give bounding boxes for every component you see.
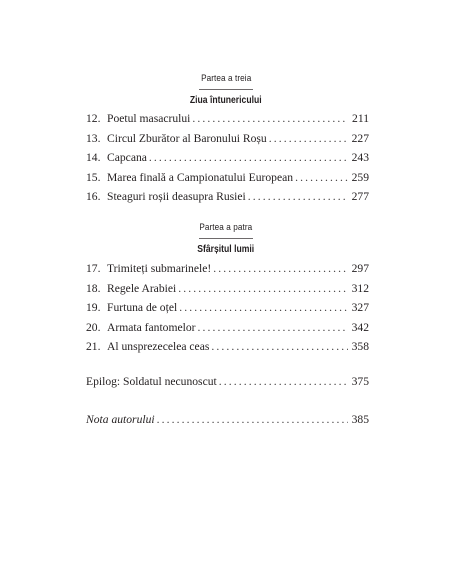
chapter-title: Armata fantomelor [107,321,196,334]
page-number: 277 [351,190,369,203]
toc-entry-author-note[interactable] [86,413,369,429]
page-number: 211 [352,112,369,125]
chapter-number: 16. [86,190,101,203]
dot-leader [295,171,348,184]
part-title: Sfârșitul lumii [197,243,255,255]
toc-entry[interactable] [86,112,369,128]
chapter-title: Marea finală a Campionatului European [107,171,294,184]
toc-entry[interactable] [86,321,369,337]
toc-entry-epilogue[interactable] [86,375,369,391]
toc-entry[interactable] [86,132,369,148]
toc-entry[interactable] [86,282,369,298]
dot-leader [179,301,347,314]
dot-leader [211,340,347,353]
chapter-title: Regele Arabiei [107,282,177,295]
chapter-number: 12. [86,112,101,125]
page-number: 227 [351,132,369,145]
chapter-number: 13. [86,132,101,145]
page-number: 358 [351,340,369,353]
page-number: 297 [351,262,369,275]
dot-leader [198,321,348,334]
page-number: 259 [351,171,369,184]
part-four-header [0,217,452,257]
dot-leader [213,262,347,275]
chapter-number: 18. [86,282,101,295]
dot-leader [219,375,348,388]
dot-leader [269,132,348,145]
part-label: Partea a treia [200,73,252,84]
chapter-number: 21. [86,340,101,353]
chapter-number: 14. [86,151,101,164]
chapter-title: Steaguri roșii deasupra Rusiei [107,190,246,203]
chapter-number: 19. [86,301,101,314]
part-title: Ziua întunericului [190,94,262,106]
chapter-title: Circul Zburător al Baronului Roșu [107,132,267,145]
chapter-title: Al unsprezecelea ceas [107,340,210,353]
chapter-number: 15. [86,171,101,184]
part-label: Partea a patra [199,222,253,233]
page-number: 312 [351,282,369,295]
page-number: 327 [351,301,369,314]
toc-entry[interactable] [86,262,369,278]
part-three-header [0,68,452,108]
epilogue-title: Epilog: Soldatul necunoscut [86,375,217,388]
toc-entry[interactable] [86,171,369,187]
chapter-number: 17. [86,262,101,275]
page-number: 243 [351,151,369,164]
toc-entry[interactable] [86,190,369,206]
dot-leader [178,282,347,295]
page-number: 342 [351,321,369,334]
page-number: 375 [351,375,369,388]
dot-leader [248,190,348,203]
author-note-title: Nota autorului [86,413,155,426]
dot-leader [192,112,348,125]
toc-entry[interactable] [86,301,369,317]
toc-entry[interactable] [86,151,369,167]
dot-leader [157,413,348,426]
page-number: 385 [351,413,369,426]
toc-entry[interactable] [86,340,369,356]
chapter-number: 20. [86,321,101,334]
chapter-title: Capcana [107,151,147,164]
chapter-title: Furtuna de oțel [107,301,178,314]
chapter-title: Poetul masacrului [107,112,191,125]
dot-leader [149,151,348,164]
chapter-title: Trimiteți submarinele! [107,262,212,275]
